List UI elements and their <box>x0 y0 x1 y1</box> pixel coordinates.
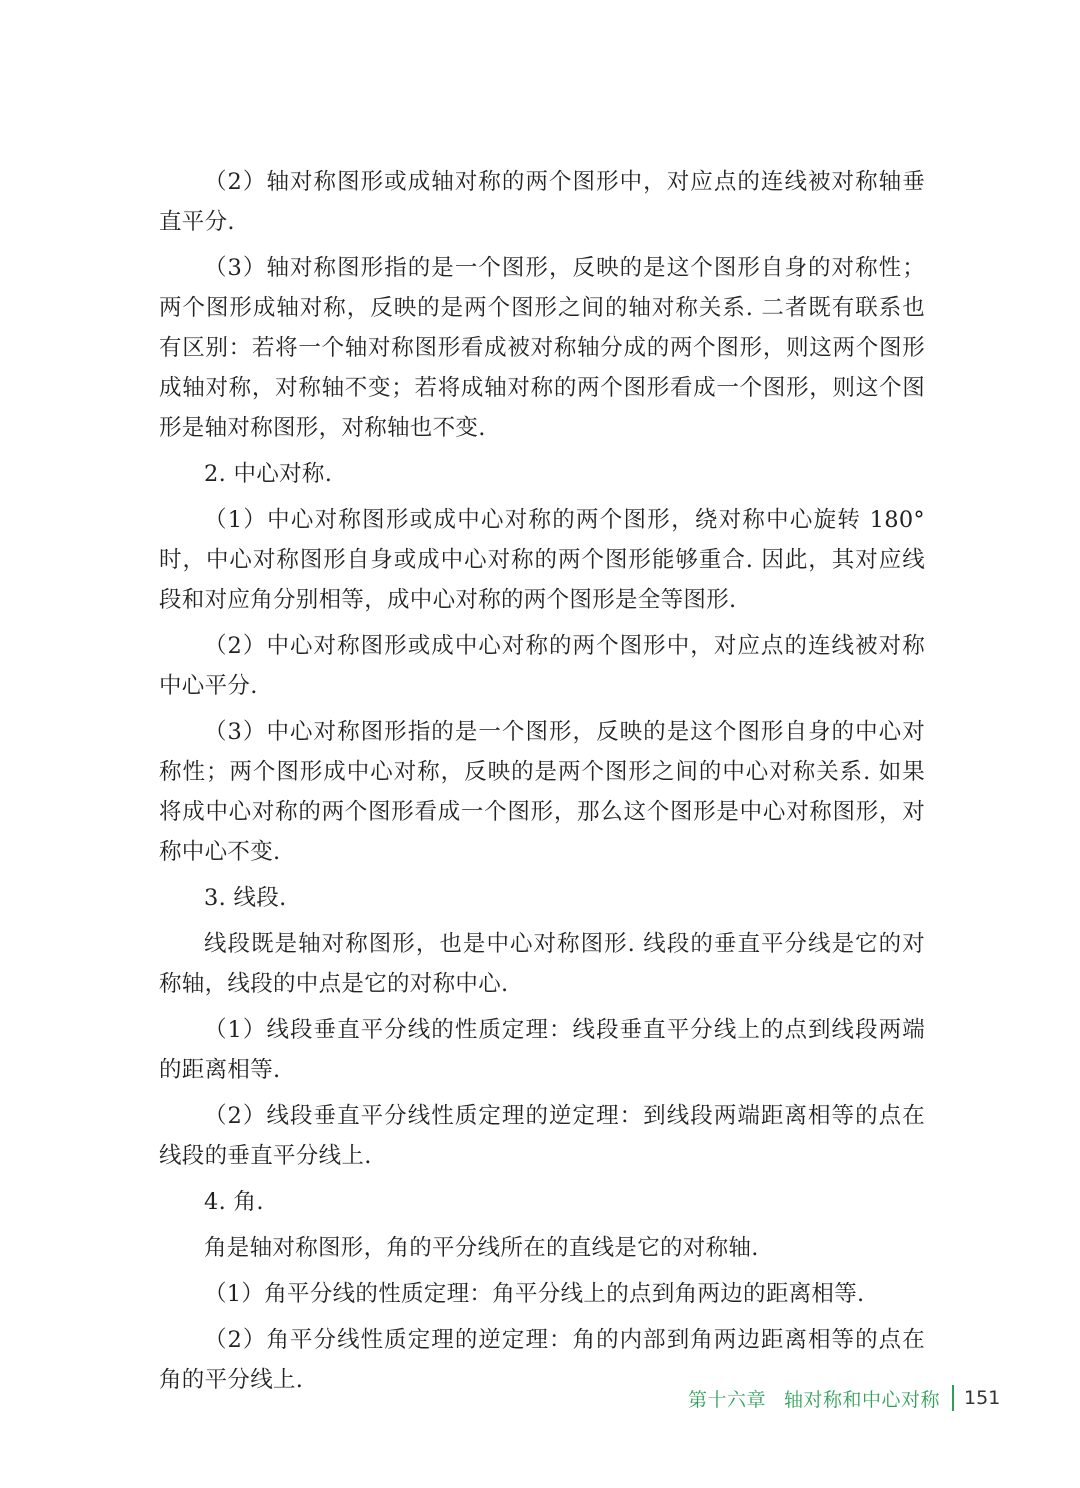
paragraph-central-3: （3）中心对称图形指的是一个图形，反映的是这个图形自身的中心对称性；两个图形成中心对称，反映的是两个图形之间的中心对称关系. 如果将成中心对称的两个图形看成一个图形，那么这个图形是中心对称图形，对称中心不变. <box>159 719 925 865</box>
footer-divider <box>952 1385 954 1411</box>
paragraph-segment-intro: 线段既是轴对称图形，也是中心对称图形. 线段的垂直平分线是它的对称轴，线段的中点是它的对称中心. <box>159 931 925 997</box>
heading-segment: 3. 线段. <box>204 885 287 911</box>
paragraph-segment-1: （1）线段垂直平分线的性质定理：线段垂直平分线上的点到线段两端的距离相等. <box>159 1017 925 1083</box>
page-body <box>159 162 925 1406</box>
paragraph-central-2: （2）中心对称图形或成中心对称的两个图形中，对应点的连线被对称中心平分. <box>159 633 925 699</box>
paragraph-axial-3: （3）轴对称图形指的是一个图形，反映的是这个图形自身的对称性；两个图形成轴对称，反映的是两个图形之间的轴对称关系. 二者既有联系也有区别：若将一个轴对称图形看成被对称轴分成的两个图形，则这两个图形成轴对称，对称轴不变；若将成轴对称的两个图形看成一个图形，则这个图形是轴对称图形，对称轴也不变. <box>159 255 925 441</box>
paragraph-angle-1: （1）角平分线的性质定理：角平分线上的点到角两边的距离相等. <box>204 1281 865 1307</box>
page-footer <box>688 1378 1000 1418</box>
paragraph-central-1: （1）中心对称图形或成中心对称的两个图形，绕对称中心旋转 180°时，中心对称图形自身或成中心对称的两个图形能够重合. 因此，其对应线段和对应角分别相等，成中心对称的两个图形是全等图形. <box>159 507 925 613</box>
paragraph-axial-2: （2）轴对称图形或成轴对称的两个图形中，对应点的连线被对称轴垂直平分. <box>159 169 925 235</box>
footer-chapter: 第十六章 <box>688 1388 767 1411</box>
paragraph-angle-2: （2）角平分线性质定理的逆定理：角的内部到角两边距离相等的点在角的平分线上. <box>159 1327 925 1393</box>
heading-central-symmetry: 2. 中心对称. <box>204 461 333 487</box>
footer-chapter-title: 轴对称和中心对称 <box>784 1388 941 1411</box>
page-number: 151 <box>964 1387 1001 1409</box>
heading-angle: 4. 角. <box>204 1189 264 1215</box>
paragraph-segment-2: （2）线段垂直平分线性质定理的逆定理：到线段两端距离相等的点在线段的垂直平分线上. <box>159 1103 925 1169</box>
paragraph-angle-intro: 角是轴对称图形，角的平分线所在的直线是它的对称轴. <box>204 1235 759 1261</box>
